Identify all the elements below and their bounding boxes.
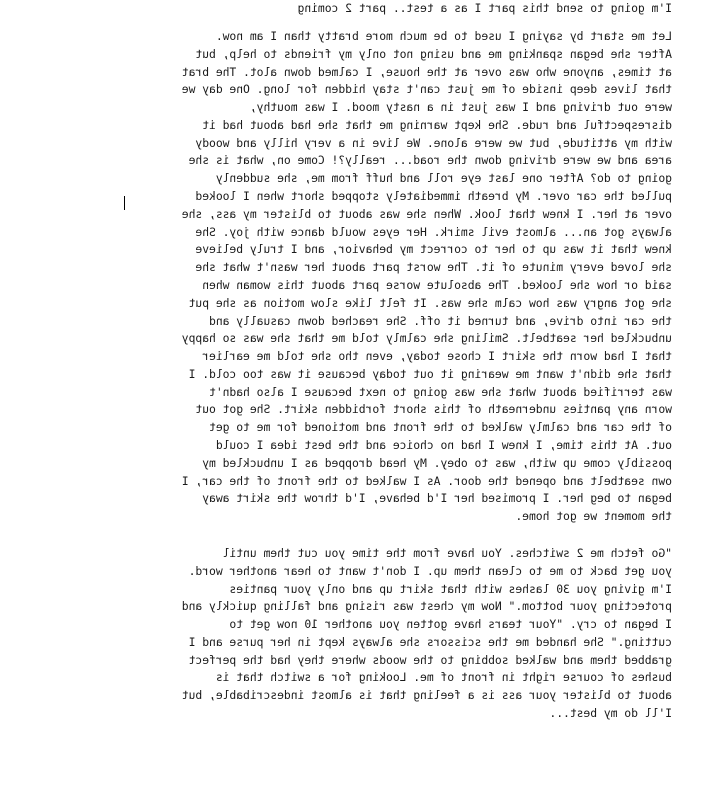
story-paragraph-1: Let me start by saying I used to be much more bratty than I am now. After she began spanking me and using not only my friends to help, but at times, anyone who was over at the house, I calmed down alot. The brat that lives deep inside of me just can't stay hidden for long. One day we were out driving and I was just in a nasty mood. I was mouthy, disrespectful and rude. She kept warning me that she had about had it with my attitude, but we were alone. We live in a very hilly and woody area and we were driving down the road... really?! Come on, what is she going to do? After one last eye roll and huff from me, she suddenly pulled the car over. My breath immediately stopped short when I looked over at her. I knew that look. When she was about to blister my ass, she always got an... almost evil smirk. Her eyes would dance with joy. She knew that it was up to her to correct my behavior, and I truly believe she loved every minute of it. The worst part about her wasn't what she said or how she looked. The absolute worse part about this woman when she got angry was how calm she was. It felt like slow motion as she put the car into drive, and turned it off. She reached down casually and unbuckled her seatbelt. Smiling she calmly told me that she was so happy that I had worn the skirt I chose today, even tho she told me earlier that she didn't want me wearing it out today because it was too cold. I was terrified about what she was going to next because I also hadn't worn any panties underneath of this short forbidden skirt. She got out of the car and calmly walked to the front and motioned for me to get out. At this time, I knew I had no choice and the best idea I could possibly come up with, was to obey. My head dropped as I unbuckled my own seatbelt and opened the door. As I walked to the front of the car, I began to beg her. I promised her I'd behave, I'd throw the skirt away the moment we got home. <box>181 29 672 524</box>
text-cursor-icon <box>124 196 125 210</box>
story-paragraph-2: "Go fetch me 2 switches. You have from the time you cut them until you get back to me to clean them up. I don't want to hear another word. I'm giving you 30 lashes with that skirt up and only your panties protecting your bottom." Now my chest was rising and falling quickly and I began to cry. "Your tears have gotten you another 10 now get to cutting." She handed me the scissors she always kept in her purse and I grabbed them and walked sobbing to the woods where they had the perfect bushes of course right in front of me. Looking for a switch that is about to blister your ass is a feeling that is almost indescribable, but I'll do my best... <box>181 546 672 721</box>
document-header: I'm going to send this part I as a test.. part 2 coming <box>297 1 672 15</box>
